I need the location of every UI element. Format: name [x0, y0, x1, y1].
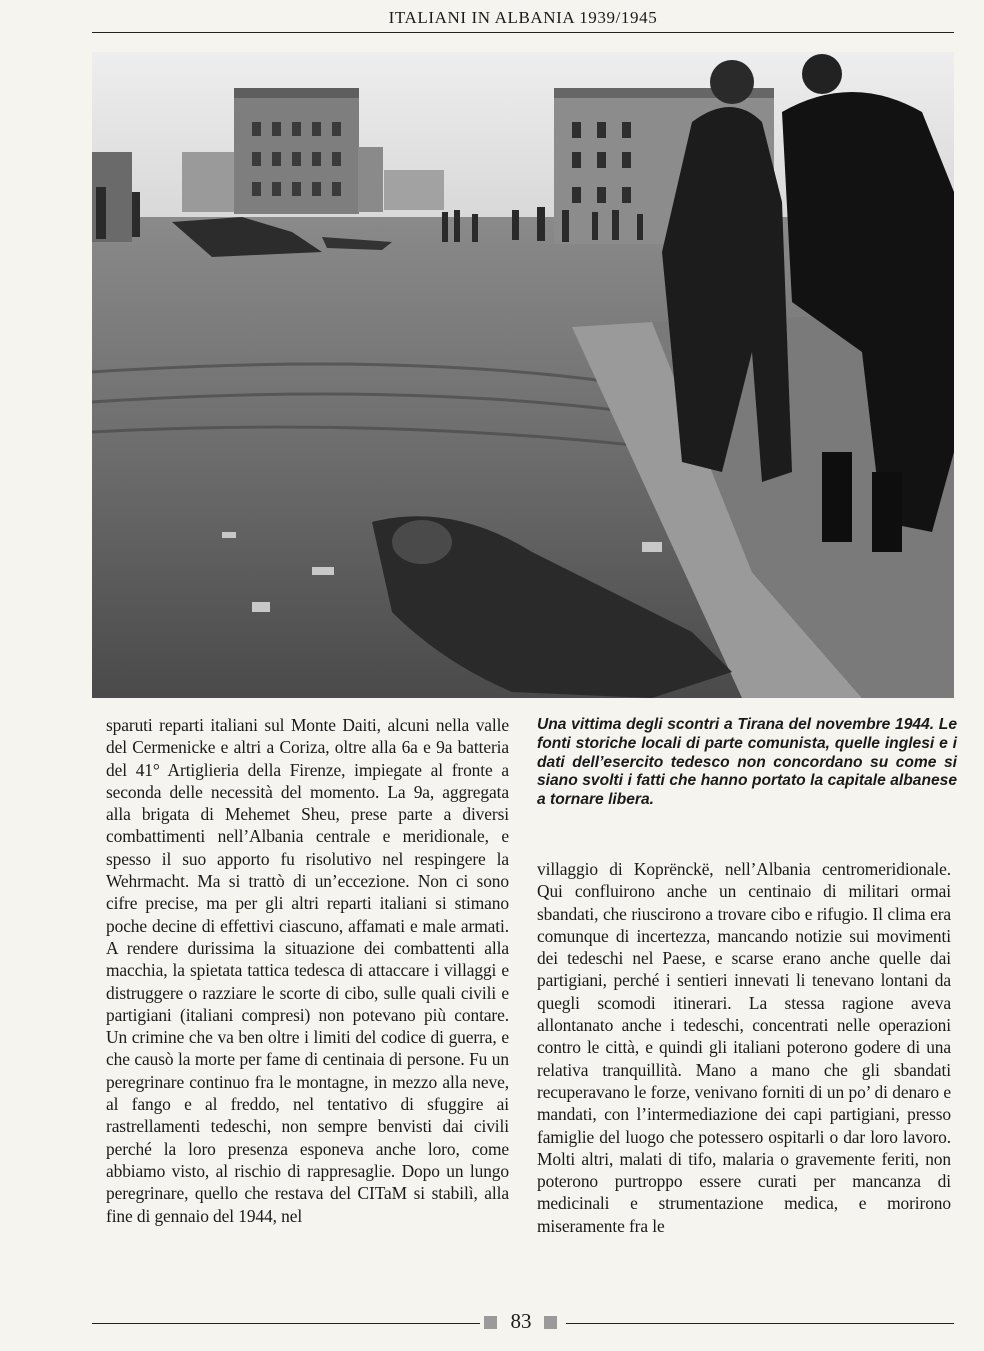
historical-photo — [92, 52, 954, 698]
footer-rule-right — [566, 1323, 954, 1324]
photo-illustration — [92, 52, 954, 698]
photo-caption: Una vittima degli scontri a Tirana del novembre 1944. Le fonti storiche locali di parte comunista, quelle inglesi e i dati dell’esercito tedesco non concordano su come si siano svolti i fatti che hanno portato la capitale albanese a tornare libera. — [537, 716, 957, 809]
page-number: 83 — [510, 1309, 532, 1333]
folio-square-left — [484, 1316, 497, 1329]
folio-square-right — [544, 1316, 557, 1329]
running-title: ITALIANI IN ALBANIA 1939/1945 — [388, 8, 658, 27]
body-text-left-column: sparuti reparti italiani sul Monte Daiti, alcuni nella valle del Cermenicke e altri a Coriza, oltre alla 6a e 9a batteria del 41° Artiglieria della Firenze, impiegate al fronte a seconda delle necessità del momento. La 9a, aggregata alla brigata di Mehemet Sheu, prese parte a diversi combattimenti nell’Albania centrale e meridionale, e spesso il suo apporto fu risolutivo nel respingere la Wehrmacht. Ma si trattò di un’eccezione. Non ci sono cifre precise, ma per gli altri reparti italiani si stimano poche decine di effettivi ciascuno, affamati e male armati. A rendere durissima la situazione dei combattenti alla macchia, la spietata tattica tedesca di attaccare i villaggi e distruggere o razziare le scorte di cibo, sulle quali civili e partigiani (italiani compresi) non potevano più contare. Un crimine che va ben oltre i limiti del codice di guerra, e che causò la morte per fame di centinaia di persone. Fu un peregrinare continuo fra le montagne, in mezzo alla neve, al fango e al freddo, nel tentativo di sfuggire ai rastrellamenti tedeschi, non sempre benvisti dai civili perché la loro presenza esponeva anche loro, come abbiamo visto, al rischio di rappresaglie. Dopo un lungo peregrinare, quello che restava del CITaM si stabilì, alla fine di gennaio del 1944, nel — [106, 715, 509, 1226]
body-text-right-column: villaggio di Koprënckë, nell’Albania centromeridionale. Qui confluirono anche un centinaio di militari ormai sbandati, che riuscirono a trovare cibo e rifugio. Il clima era comunque di incertezza, mancando notizie sui movimenti dei tedeschi nel Paese, e scarse erano anche quelle dai partigiani, perché i sentieri innevati li tenevano lontani da quegli scomodi itinerari. La stessa ragione aveva allontanato anche i tedeschi, concentrati nelle operazioni contro le città, e quindi gli italiani poterono godere di una relativa tranquillità. Mano a mano che gli sbandati recuperavano le forze, venivano forniti di un po’ di denaro e mandati, con l’intermediazione dei capi partigiani, presso famiglie del luogo che potessero ospitarli o dar loro lavoro. Molti altri, malati di tifo, malaria o gravemente feriti, non poterono purtroppo essere curati per mancanza di medicinali e strumentazione medica, e morirono miseramente fra le — [537, 859, 951, 1236]
footer-rule-left — [92, 1323, 480, 1324]
header-rule — [92, 32, 954, 33]
